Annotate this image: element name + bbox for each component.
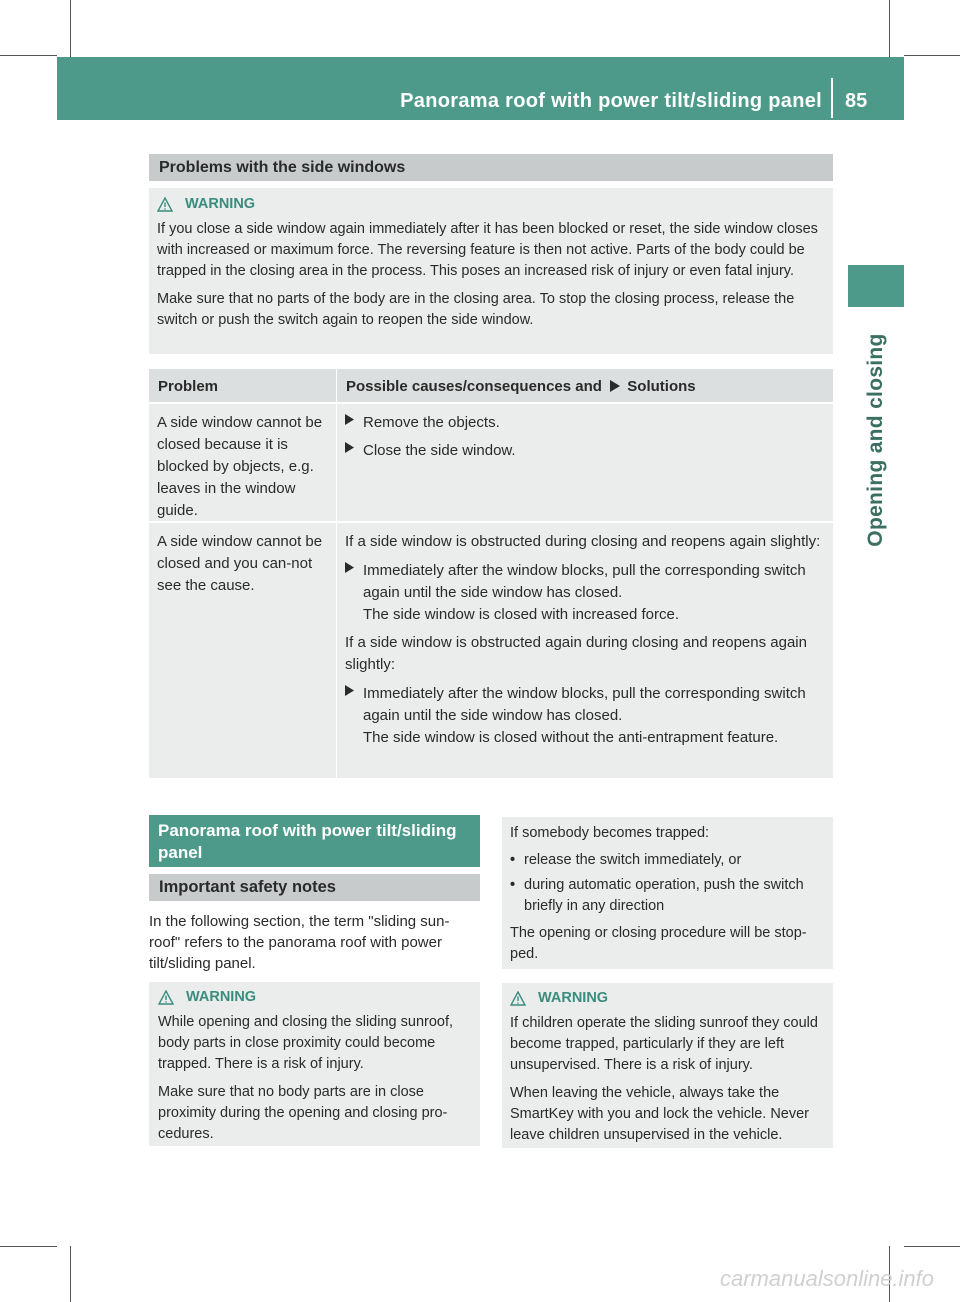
- table-header-causes: [337, 369, 833, 402]
- warning-paragraph: When leaving the vehicle, always take the SmartKey with you and lock the vehicle. Never leave children unsupervised in the vehicle.: [510, 1085, 809, 1143]
- warning-label: WARNING: [185, 196, 256, 212]
- table-header-solutions-label: Solutions: [627, 378, 696, 395]
- solution-intro: If a side window is obstructed during closing and reopens again slightly:: [345, 533, 821, 550]
- crop-mark: [70, 1246, 71, 1302]
- solution-step-text: Remove the objects.: [363, 414, 500, 431]
- bullet-icon: •: [510, 877, 516, 893]
- warning-heading: [510, 988, 825, 1009]
- arrow-right-icon: [609, 380, 620, 392]
- trapped-outro: The opening or closing procedure will be stop-ped.: [510, 925, 807, 962]
- step-arrow-icon: [345, 442, 354, 453]
- crop-mark: [70, 0, 71, 57]
- subsection-heading-safety-notes: Important safety notes: [149, 874, 480, 901]
- trapped-info-box: [502, 817, 833, 969]
- solution-step-text: Immediately after the window blocks, pull the corresponding switch again until the side window has closed.: [363, 562, 806, 601]
- panorama-intro-text: In the following section, the term "sliding sun-roof" refers to the panorama roof with power tilt/sliding panel.: [149, 913, 450, 972]
- warning-heading: [157, 194, 825, 215]
- crop-mark: [904, 55, 960, 56]
- list-item: [510, 875, 825, 917]
- step-arrow-icon: [345, 562, 354, 573]
- list-item-text: during automatic operation, push the switch briefly in any direction: [524, 877, 804, 914]
- solution-intro: If a side window is obstructed again during closing and reopens again slightly:: [345, 634, 807, 673]
- table-header-causes-label: Possible causes/consequences and: [346, 378, 602, 395]
- chapter-tab-marker: [848, 265, 904, 307]
- bullet-icon: •: [510, 852, 516, 868]
- solution-step-body: [363, 683, 825, 749]
- warning-triangle-icon: [510, 991, 526, 1006]
- crop-mark: [0, 55, 57, 56]
- warning-paragraph: If children operate the sliding sunroof they could become trapped, particularly if they are left unsupervised. There is a risk of injury.: [510, 1015, 818, 1073]
- warning-triangle-icon: [158, 990, 174, 1005]
- header-divider: [831, 78, 833, 118]
- table-row-2-solutions: [337, 523, 833, 778]
- warning-paragraph: While opening and closing the sliding sunroof, body parts in close proximity could become trapped. There is a risk of injury.: [158, 1014, 454, 1072]
- warning-label: WARNING: [538, 990, 609, 1006]
- warning-paragraph: Make sure that no parts of the body are in the closing area. To stop the closing process, release the switch or push the switch again to reopen the side window.: [157, 291, 795, 328]
- table-header-problem: [149, 369, 336, 402]
- list-item-text: release the switch immediately, or: [524, 852, 742, 868]
- page-number: 85: [845, 90, 868, 112]
- solution-step: [345, 683, 825, 749]
- warning-triangle-icon: [157, 197, 173, 212]
- table-row-2-problem: A side window cannot be closed and you can-not see the cause.: [149, 523, 336, 778]
- warning-box-children: [502, 983, 833, 1148]
- watermark: carmanualsonline.info: [720, 1266, 935, 1291]
- solution-step: [345, 560, 825, 626]
- table-header-problem-label: Problem: [158, 378, 219, 395]
- warning-heading: [158, 987, 471, 1008]
- section-heading-side-windows: Problems with the side windows: [149, 154, 833, 181]
- step-arrow-icon: [345, 685, 354, 696]
- table-row-1-problem: A side window cannot be closed because it is blocked by objects, e.g. leaves in the window guide.: [149, 404, 336, 521]
- solution-step-result: The side window is closed without the anti-entrapment feature.: [363, 729, 779, 746]
- warning-box-sliding-sunroof: [149, 982, 480, 1146]
- solution-step-text: Close the side window.: [363, 442, 516, 459]
- crop-mark: [889, 0, 890, 57]
- list-item: [510, 850, 825, 871]
- step-arrow-icon: [345, 414, 354, 425]
- page-header-title: Panorama roof with power tilt/sliding panel: [400, 90, 822, 112]
- table-row-1-solutions: [337, 404, 833, 521]
- solution-step-result: The side window is closed with increased force.: [363, 606, 679, 623]
- section-heading-panorama-roof: Panorama roof with power tilt/sliding panel: [149, 815, 480, 867]
- chapter-tab-label: Opening and closing: [864, 333, 887, 547]
- solution-step: [345, 412, 825, 434]
- warning-paragraph: If you close a side window again immediately after it has been blocked or reset, the side window closes with increased or maximum force. The reversing feature is then not active. Parts of the body could be trapped in the closing area in the process. This poses an increased risk of injury or even fatal injury.: [157, 221, 818, 279]
- warning-label: WARNING: [186, 989, 257, 1005]
- crop-mark: [904, 1246, 960, 1247]
- warning-box-side-windows: [149, 188, 833, 354]
- warning-paragraph: Make sure that no body parts are in close proximity during the opening and closing pro-cedures.: [158, 1084, 448, 1142]
- solution-step: [345, 440, 825, 462]
- solution-step-text: Immediately after the window blocks, pull the corresponding switch again until the side window has closed.: [363, 685, 806, 724]
- trapped-intro: If somebody becomes trapped:: [510, 825, 710, 841]
- crop-mark: [0, 1246, 57, 1247]
- solution-step-body: [363, 560, 825, 626]
